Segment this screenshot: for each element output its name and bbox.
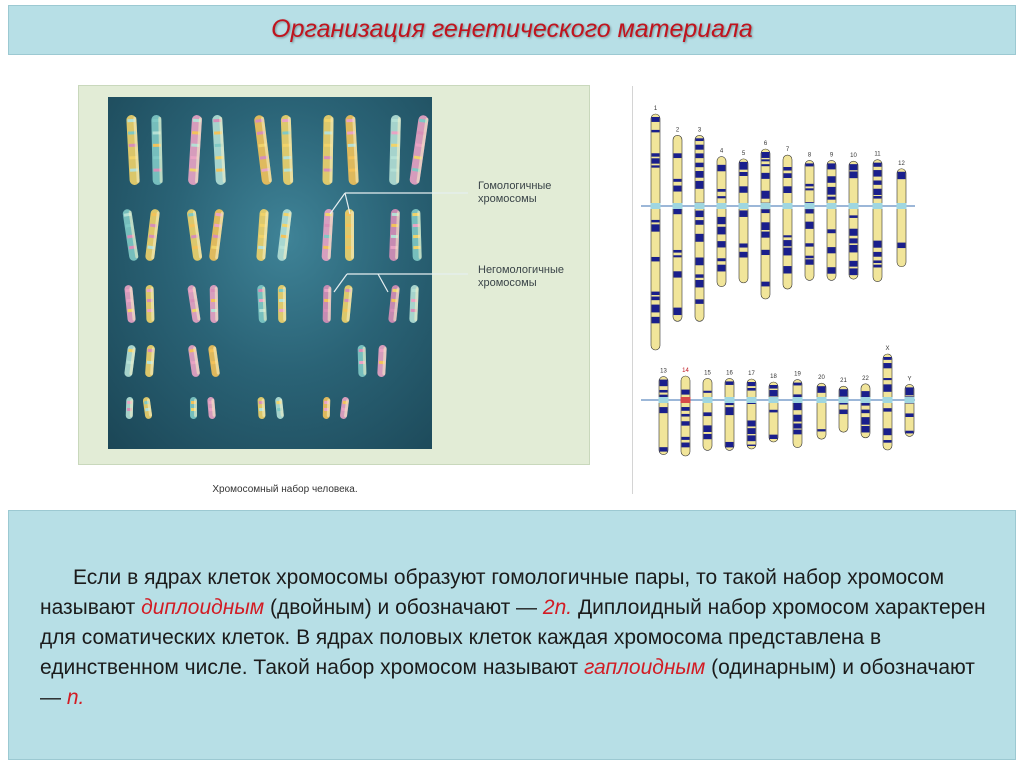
notation-n: n. (66, 686, 85, 709)
chromosome-number-label: 2 (675, 127, 680, 134)
chromosome-number-label: 1 (653, 106, 658, 112)
term-haploid: гаплоидным (583, 656, 706, 679)
chromosome-number-label: 17 (748, 371, 755, 377)
ideogram-chromosome (651, 114, 660, 350)
chromosome-number-label: 4 (719, 148, 724, 155)
chromosome-number-label: 16 (726, 370, 733, 377)
chromosome-number-label: 8 (807, 152, 812, 159)
chromosome-number-label: 12 (898, 160, 905, 167)
ideogram-chromosome (793, 380, 802, 448)
callout-homologous-line1: Гомологичные (478, 180, 552, 192)
figure-caption: Хромосомный набор человека. (212, 484, 358, 495)
chromosome-number-label: 7 (785, 147, 790, 154)
callout-nonhomologous (478, 264, 564, 290)
chromosome-number-label: 11 (874, 151, 881, 158)
callout-nonhomologous-line2: хромосомы (478, 277, 537, 289)
text-panel (8, 510, 1016, 760)
paragraph-text-1: Если в ядрах клеток хромосомы образуют гомологичные пары, то такой набор хромосом называют (40, 566, 945, 619)
chromosome-number-label: 18 (770, 374, 777, 380)
paragraph-text-4: (одинарным) и обозначают — (40, 656, 975, 709)
chromosome-number-label: 14 (682, 368, 689, 374)
chromosome-number-label: 13 (660, 368, 667, 375)
chromosome-number-label: Y (907, 376, 912, 383)
chromosome-number-label: 21 (840, 378, 847, 385)
notation-2n: 2n. (542, 596, 573, 619)
chromosome-number-label: 3 (697, 127, 702, 134)
ideogram-chromosome (897, 169, 906, 267)
paragraph-text-3: Диплоидный набор хромосом характерен для соматических клеток. В ядрах половых клеток каждая хромосома представлена в единственном числе. Такой набор хромосом называют (40, 596, 986, 679)
chromosome-number-label: X (885, 346, 890, 352)
chromosome-number-label: 6 (763, 141, 768, 147)
slide-title: Организация генетического материала (271, 15, 753, 43)
chromosome-number-label: 9 (829, 152, 834, 159)
paragraph-text-2: (двойным) и обозначают — (264, 596, 543, 619)
ideogram-figure (632, 86, 923, 494)
term-diploid: диплоидным (141, 596, 265, 619)
callout-homologous (478, 180, 551, 206)
chromosome-number-label: 22 (862, 375, 869, 382)
chromosome-number-label: 10 (850, 153, 857, 160)
body-paragraph (40, 563, 990, 713)
ideogram-chromosome (659, 377, 668, 455)
callout-nonhomologous-line1: Негомологичные (478, 264, 565, 276)
ideogram-chromosome (873, 160, 882, 282)
chromosome-number-label: 20 (818, 375, 825, 382)
ideogram-chromosome (739, 159, 748, 283)
chromosome-number-label: 19 (794, 371, 801, 378)
ideogram-chromosome (673, 135, 682, 321)
chromosome-ideogram (633, 86, 923, 494)
callout-homologous-line2: хромосомы (478, 193, 537, 205)
chromosome-number-label: 15 (704, 370, 711, 377)
chromosome-number-label: 5 (741, 150, 746, 157)
